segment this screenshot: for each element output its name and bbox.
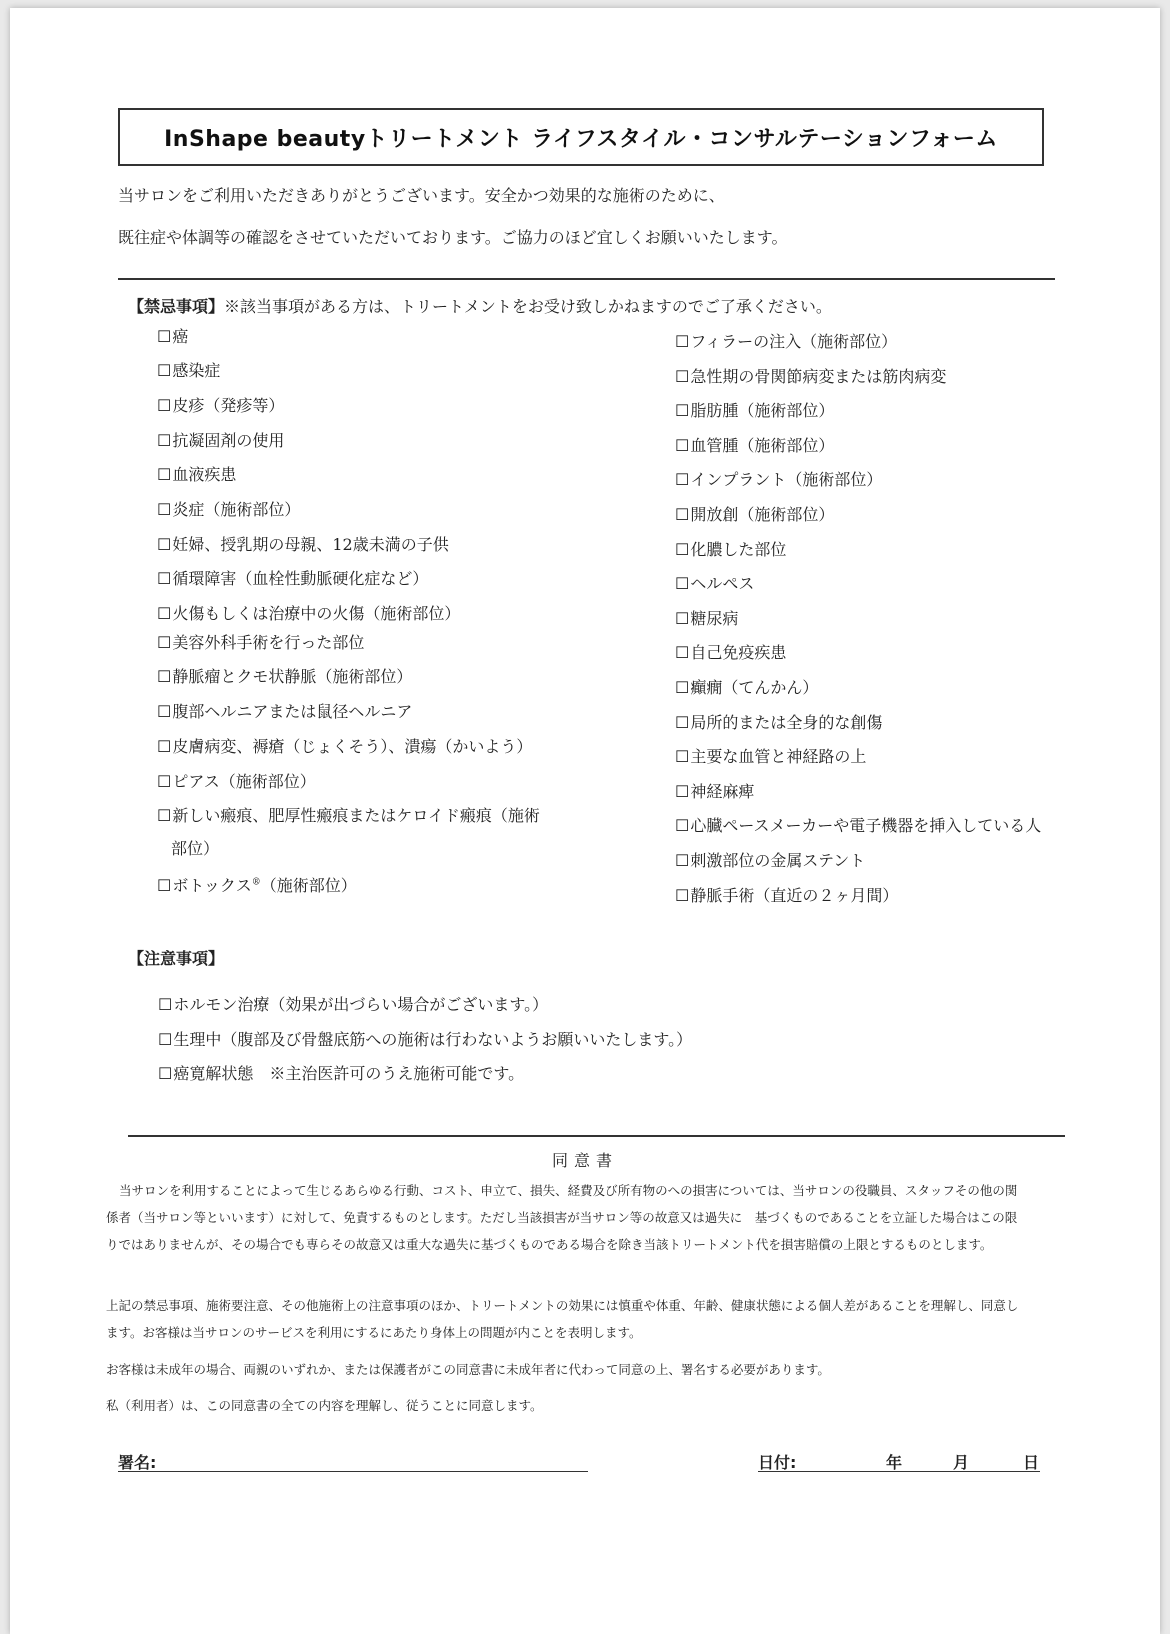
agreement-paragraph-4: 私（利用者）は、この同意書の全ての内容を理解し、従うことに同意します。 bbox=[106, 1398, 543, 1413]
registered-mark: ® bbox=[251, 877, 261, 888]
checkbox[interactable]: ☐ bbox=[675, 747, 690, 767]
item-label: 癌寛解状態 ※主治医許可のうえ施術可能です。 bbox=[173, 1064, 525, 1083]
item-label: 炎症（施術部位） bbox=[172, 500, 301, 519]
checkbox[interactable]: ☐ bbox=[158, 1029, 173, 1049]
contraindication-left-item bbox=[157, 393, 284, 416]
intro-line-1: 当サロンをご利用いただきありがとうございます。安全かつ効果的な施術のために、 bbox=[118, 186, 725, 205]
checkbox[interactable]: ☐ bbox=[157, 396, 172, 415]
item-label: 美容外科手術を行った部位 bbox=[172, 633, 365, 652]
checkbox[interactable]: ☐ bbox=[157, 737, 172, 756]
contraindications-note: ※該当事項がある方は、トリートメントをお受け致しかねますのでご了承ください。 bbox=[224, 297, 832, 316]
date-label: 日付: bbox=[758, 1453, 797, 1472]
item-label: 化膿した部位 bbox=[690, 539, 787, 559]
checkbox[interactable]: ☐ bbox=[675, 643, 690, 663]
checkbox[interactable]: ☐ bbox=[157, 361, 172, 380]
cautions-title: 【注意事項】 bbox=[128, 949, 225, 968]
contraindication-right-item bbox=[675, 710, 882, 733]
item-label-continuation: 部位） bbox=[171, 839, 220, 858]
agreement-paragraph-2: 上記の禁忌事項、施術要注意、その他施術上の注意事項のほか、トリートメントの効果には慎重や体重、年齢、健康状態による個人差があることを理解し、同意します。お客様は当サロンのサービスを利用にするにあたり身体上の問題が内ことを表明します。 bbox=[106, 1298, 1019, 1340]
caution-item bbox=[158, 1027, 692, 1050]
checkbox[interactable]: ☐ bbox=[675, 435, 690, 455]
contraindication-left-item bbox=[157, 803, 540, 859]
item-label: 局所的または全身的な創傷 bbox=[690, 712, 883, 732]
contraindication-left-item bbox=[157, 664, 412, 687]
contraindication-right-item bbox=[675, 848, 865, 871]
contraindication-left-item bbox=[157, 566, 428, 589]
contraindication-right-item bbox=[675, 537, 786, 560]
item-label: フィラーの注入（施術部位） bbox=[690, 332, 898, 351]
contraindication-right-item bbox=[675, 606, 738, 629]
contraindication-left-item bbox=[157, 769, 316, 792]
checkbox[interactable]: ☐ bbox=[675, 608, 690, 628]
item-label: 血液疾患 bbox=[172, 465, 237, 484]
item-label: 自己免疫疾患 bbox=[690, 643, 787, 663]
checkbox[interactable]: ☐ bbox=[157, 431, 172, 450]
cautions-heading bbox=[128, 946, 224, 969]
checkbox[interactable]: ☐ bbox=[675, 470, 690, 490]
item-label: 心臓ペースメーカーや電子機器を挿入している人 bbox=[690, 816, 1042, 836]
checkbox[interactable]: ☐ bbox=[675, 712, 690, 732]
contraindications-title: 【禁忌事項】 bbox=[128, 297, 225, 316]
contraindication-right-item bbox=[675, 744, 866, 767]
contraindication-right-item bbox=[675, 571, 754, 594]
checkbox[interactable]: ☐ bbox=[675, 781, 690, 801]
contraindication-right-item bbox=[675, 433, 834, 456]
contraindication-right-item bbox=[675, 883, 898, 906]
item-label: 腹部ヘルニアまたは鼠径ヘルニア bbox=[172, 702, 413, 721]
contraindication-right-item bbox=[675, 364, 946, 387]
contraindication-left-item bbox=[157, 462, 236, 485]
item-label: 主要な血管と神経路の上 bbox=[690, 747, 867, 767]
item-label: インプラント（施術部位） bbox=[690, 470, 883, 490]
contraindication-right-item bbox=[675, 398, 834, 421]
date-day-label: 日 bbox=[1023, 1453, 1040, 1472]
checkbox[interactable]: ☐ bbox=[675, 539, 690, 559]
item-label: ボトックス bbox=[172, 876, 252, 895]
contraindication-left-item bbox=[157, 601, 460, 624]
item-label: 刺激部位の金属ステント bbox=[690, 851, 866, 870]
item-label: 妊婦、授乳期の母親、12歳未満の子供 bbox=[172, 535, 449, 554]
contraindication-right-item bbox=[675, 675, 818, 698]
checkbox[interactable]: ☐ bbox=[675, 505, 690, 524]
item-label: 循環障害（血栓性動脈硬化症など） bbox=[172, 569, 429, 588]
contraindication-left-item bbox=[157, 873, 357, 896]
item-label: 血管腫（施術部位） bbox=[690, 435, 835, 455]
checkbox[interactable]: ☐ bbox=[157, 604, 172, 623]
item-label: 火傷もしくは治療中の火傷（施術部位） bbox=[172, 604, 461, 623]
caution-item bbox=[158, 992, 548, 1015]
contraindication-right-item bbox=[675, 467, 882, 490]
contraindication-left-item bbox=[157, 358, 220, 381]
agreement-paragraph-3: お客様は未成年の場合、両親のいずれか、または保護者がこの同意書に未成年者に代わって同意の上、署名する必要があります。 bbox=[106, 1362, 830, 1377]
item-label: ヘルペス bbox=[690, 574, 755, 594]
checkbox[interactable]: ☐ bbox=[157, 633, 172, 652]
item-label: ピアス（施術部位） bbox=[172, 772, 316, 791]
checkbox[interactable]: ☐ bbox=[675, 816, 690, 836]
checkbox[interactable]: ☐ bbox=[158, 1064, 173, 1083]
checkbox[interactable]: ☐ bbox=[157, 500, 172, 519]
checkbox[interactable]: ☐ bbox=[675, 401, 690, 421]
checkbox[interactable]: ☐ bbox=[157, 465, 172, 484]
checkbox[interactable]: ☐ bbox=[675, 885, 690, 905]
checkbox[interactable]: ☐ bbox=[157, 806, 172, 825]
item-label: 糖尿病 bbox=[690, 608, 739, 628]
item-label: 脂肪腫（施術部位） bbox=[690, 401, 835, 421]
signature-label: 署名: bbox=[118, 1453, 157, 1472]
checkbox[interactable]: ☐ bbox=[157, 667, 172, 686]
checkbox[interactable]: ☐ bbox=[157, 535, 172, 554]
checkbox[interactable]: ☐ bbox=[158, 995, 173, 1014]
contraindication-right-item bbox=[675, 640, 786, 663]
item-label: 開放創（施術部位） bbox=[690, 505, 835, 524]
item-label: 皮疹（発疹等） bbox=[172, 396, 285, 415]
agreement-title: 同意書 bbox=[551, 1151, 618, 1170]
item-label: 癲癇（てんかん） bbox=[690, 678, 819, 697]
checkbox[interactable]: ☐ bbox=[157, 327, 172, 346]
checkbox[interactable]: ☐ bbox=[157, 702, 172, 721]
contraindication-right-item bbox=[675, 502, 834, 525]
checkbox[interactable]: ☐ bbox=[157, 772, 172, 791]
checkbox[interactable]: ☐ bbox=[675, 332, 690, 351]
contraindications-heading bbox=[128, 294, 832, 317]
contraindication-left-item bbox=[157, 532, 449, 555]
contraindication-left-item bbox=[157, 324, 188, 347]
item-label: 癌 bbox=[172, 327, 189, 346]
item-label: 皮膚病変、褥瘡（じょくそう）、潰瘍（かいよう） bbox=[172, 737, 533, 756]
checkbox[interactable]: ☐ bbox=[675, 851, 690, 870]
date-month-label: 月 bbox=[953, 1453, 970, 1472]
item-label: ホルモン治療（効果が出づらい場合がございます。） bbox=[173, 995, 549, 1014]
contraindication-left-item bbox=[157, 699, 412, 722]
agreement-divider bbox=[128, 1135, 1065, 1137]
item-label: 新しい瘢痕、肥厚性瘢痕またはケロイド瘢痕（施術 bbox=[172, 806, 540, 825]
item-label: 静脈手術（直近の２ヶ月間） bbox=[690, 885, 899, 905]
date-year-label: 年 bbox=[886, 1453, 903, 1472]
checkbox[interactable]: ☐ bbox=[157, 876, 172, 895]
item-label: 神経麻痺 bbox=[690, 781, 755, 801]
item-label: 抗凝固剤の使用 bbox=[172, 431, 285, 450]
item-label: 感染症 bbox=[172, 361, 221, 380]
section-divider bbox=[118, 278, 1055, 280]
agreement-paragraph-1: 当サロンを利用することによって生じるあらゆる行動、コスト、申立て、損失、経費及び所有物のへの損害については、当サロンの役職員、スタッフその他の関係者（当サロン等といいます）に対して、免責するものとします。ただし当該損害が当サロン等の故意又は過失に 基づくものであることを立証した場合はこの限りではありませんが、その場合でも専らその故意又は重大な過失に基づくものである場合を除き当該トリートメント代を損害賠償の上限とするものとします。 bbox=[106, 1183, 1018, 1252]
checkbox[interactable]: ☐ bbox=[157, 569, 172, 588]
contraindication-left-item bbox=[157, 428, 284, 451]
contraindication-right-item bbox=[675, 779, 754, 802]
checkbox[interactable]: ☐ bbox=[675, 366, 690, 386]
item-label: 急性期の骨関節病変または筋肉病変 bbox=[690, 366, 947, 386]
intro-line-2: 既往症や体調等の確認をさせていただいております。ご協力のほど宜しくお願いいたします。 bbox=[118, 228, 788, 247]
contraindication-left-item bbox=[157, 734, 532, 757]
checkbox[interactable]: ☐ bbox=[675, 678, 690, 697]
form-title: InShape beautyトリートメント ライフスタイル・コンサルテーションフォーム bbox=[118, 108, 1044, 166]
contraindication-left-item bbox=[157, 497, 300, 520]
caution-item bbox=[158, 1061, 524, 1084]
contraindication-right-item bbox=[675, 813, 1041, 836]
item-label: 静脈瘤とクモ状静脈（施術部位） bbox=[172, 667, 413, 686]
signature-line[interactable] bbox=[118, 1471, 588, 1472]
contraindication-left-item bbox=[157, 630, 364, 653]
contraindication-right-item bbox=[675, 329, 897, 352]
item-label-suffix: （施術部位） bbox=[260, 876, 357, 895]
item-label: 生理中（腹部及び骨盤底筋への施術は行わないようお願いいたします。） bbox=[173, 1029, 693, 1049]
checkbox[interactable]: ☐ bbox=[675, 574, 690, 594]
date-line[interactable] bbox=[758, 1471, 1040, 1472]
